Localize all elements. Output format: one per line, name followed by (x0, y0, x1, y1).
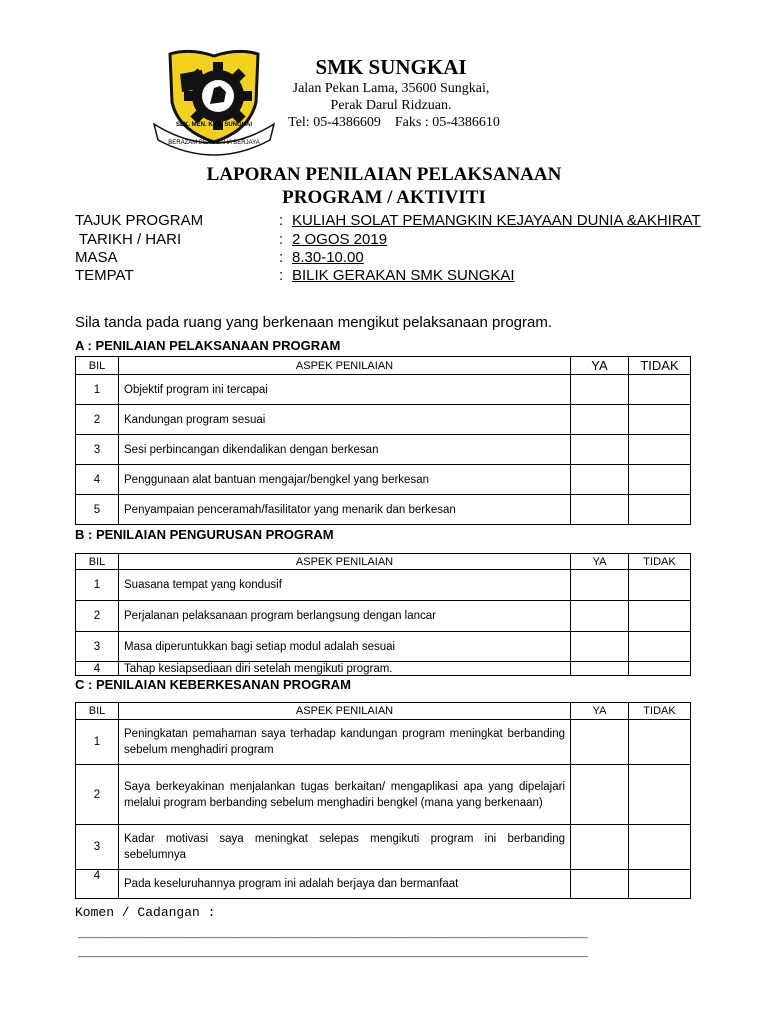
tidak-checkbox-cell[interactable] (629, 632, 691, 662)
tidak-checkbox-cell[interactable] (629, 405, 691, 435)
tidak-checkbox-cell[interactable] (629, 662, 691, 676)
tidak-checkbox-cell[interactable] (629, 870, 691, 899)
table-row (76, 825, 691, 870)
address-line2: Perak Darul Ridzuan. (330, 98, 452, 113)
tidak-checkbox-cell[interactable] (629, 825, 691, 870)
colon: : (279, 231, 284, 248)
report-title-line2: PROGRAM / AKTIVITI (282, 187, 486, 208)
ya-checkbox-cell[interactable] (571, 435, 629, 465)
row-number: 1 (76, 375, 119, 405)
header-ya: YA (571, 703, 629, 720)
header-bil: BIL (76, 554, 119, 570)
ya-checkbox-cell[interactable] (571, 570, 629, 601)
instruction-text: Sila tanda pada ruang yang berkenaan mengikut pelaksanaan program. (75, 314, 552, 331)
section-b-table (75, 553, 691, 676)
ya-checkbox-cell[interactable] (571, 465, 629, 495)
school-name: SMK SUNGKAI (315, 55, 467, 79)
ya-checkbox-cell[interactable] (571, 405, 629, 435)
logo-school-text: SEK. MEN. KEB. SUNGKAI (175, 122, 253, 128)
section-a-title: A : PENILAIAN PELAKSANAAN PROGRAM (75, 338, 341, 353)
comment-line-2[interactable]: ____________________________________________________________________________ (78, 946, 588, 960)
colon: : (279, 267, 284, 284)
table-row (76, 870, 691, 899)
table-row (76, 375, 691, 405)
header-tidak: TIDAK (629, 554, 691, 570)
tidak-checkbox-cell[interactable] (629, 601, 691, 632)
ya-checkbox-cell[interactable] (571, 870, 629, 899)
report-title-line1: LAPORAN PENILAIAN PELAKSANAAN (206, 164, 562, 185)
address-line1: Jalan Pekan Lama, 35600 Sungkai, (292, 81, 490, 96)
tidak-checkbox-cell[interactable] (629, 375, 691, 405)
row-aspect: Saya berkeyakinan menjalankan tugas berkaitan/ mengaplikasi apa yang dipelajari melalui program berbanding sebelum menghadiri bengkel (mana yang berkenaan) (119, 765, 571, 825)
row-aspect: Kandungan program sesuai (119, 405, 571, 435)
header-tidak: TIDAK (629, 357, 691, 375)
table-row (76, 601, 691, 632)
row-aspect: Kadar motivasi saya meningkat selepas mengikuti program ini berbanding sebelumnya (119, 825, 571, 870)
table-header-row (76, 703, 691, 720)
date-label: TARIKH / HARI (75, 231, 182, 248)
row-aspect: Penyampaian penceramah/fasilitator yang menarik dan berkesan (119, 495, 571, 525)
colon: : (279, 249, 284, 266)
time-label: MASA (75, 249, 118, 266)
row-number: 4 (76, 465, 119, 495)
ya-checkbox-cell[interactable] (571, 765, 629, 825)
table-row (76, 405, 691, 435)
logo-motto: BERAZAM BERUSAHA BERJAYA (168, 140, 260, 146)
date-value: 2 OGOS 2019 (292, 231, 388, 248)
header-ya: YA (571, 357, 629, 375)
table-row (76, 632, 691, 662)
ya-checkbox-cell[interactable] (571, 601, 629, 632)
section-c-table (75, 702, 691, 899)
row-number: 2 (76, 405, 119, 435)
row-number: 2 (76, 765, 119, 825)
row-number: 4 (76, 870, 119, 899)
tidak-checkbox-cell[interactable] (629, 495, 691, 525)
row-number: 3 (76, 825, 119, 870)
row-aspect: Sesi perbincangan dikendalikan dengan berkesan (119, 435, 571, 465)
row-number: 4 (76, 662, 119, 676)
tidak-checkbox-cell[interactable] (629, 765, 691, 825)
row-number: 5 (76, 495, 119, 525)
row-aspect: Suasana tempat yang kondusif (119, 570, 571, 601)
row-number: 3 (76, 632, 119, 662)
table-row (76, 570, 691, 601)
ya-checkbox-cell[interactable] (571, 632, 629, 662)
program-title-label: TAJUK PROGRAM (75, 212, 204, 229)
venue-value: BILIK GERAKAN SMK SUNGKAI (292, 267, 515, 284)
row-number: 1 (76, 570, 119, 601)
ya-checkbox-cell[interactable] (571, 495, 629, 525)
ya-checkbox-cell[interactable] (571, 662, 629, 676)
ya-checkbox-cell[interactable] (571, 720, 629, 765)
row-aspect: Masa diperuntukkan bagi setiap modul adalah sesuai (119, 632, 571, 662)
header-aspek: ASPEK PENILAIAN (119, 357, 571, 375)
header-bil: BIL (76, 703, 119, 720)
table-row (76, 465, 691, 495)
contact-info: Tel: 05-4386609 Faks : 05-4386610 (288, 115, 500, 130)
row-number: 1 (76, 720, 119, 765)
header-tidak: TIDAK (629, 703, 691, 720)
tidak-checkbox-cell[interactable] (629, 465, 691, 495)
section-c-title: C : PENILAIAN KEBERKESANAN PROGRAM (75, 677, 351, 692)
row-aspect: Objektif program ini tercapai (119, 375, 571, 405)
header-bil: BIL (76, 357, 119, 375)
row-aspect: Pada keseluruhannya program ini adalah berjaya dan bermanfaat (119, 870, 571, 899)
header-ya: YA (571, 554, 629, 570)
row-aspect: Penggunaan alat bantuan mengajar/bengkel yang berkesan (119, 465, 571, 495)
colon: : (279, 212, 284, 229)
comment-line-1[interactable]: ____________________________________________________________________________ (78, 927, 588, 941)
tidak-checkbox-cell[interactable] (629, 435, 691, 465)
section-a-table (75, 356, 691, 525)
ya-checkbox-cell[interactable] (571, 375, 629, 405)
program-title-value: KULIAH SOLAT PEMANGKIN KEJAYAAN DUNIA &AKHIRAT (292, 212, 701, 229)
row-number: 3 (76, 435, 119, 465)
comment-label: Komen / Cadangan : (75, 905, 216, 920)
table-row (76, 495, 691, 525)
time-value: 8.30-10.00 (292, 249, 364, 266)
table-header-row (76, 357, 691, 375)
row-aspect: Peningkatan pemahaman saya terhadap kandungan program meningkat berbanding sebelum menghadiri program (119, 720, 571, 765)
header-aspek: ASPEK PENILAIAN (119, 703, 571, 720)
row-aspect: Tahap kesiapsediaan diri setelah mengikuti program. (119, 662, 571, 676)
table-row (76, 720, 691, 765)
table-row (76, 662, 691, 676)
table-row (76, 765, 691, 825)
tidak-checkbox-cell[interactable] (629, 720, 691, 765)
header-aspek: ASPEK PENILAIAN (119, 554, 571, 570)
table-row (76, 435, 691, 465)
venue-label: TEMPAT (75, 267, 134, 284)
ya-checkbox-cell[interactable] (571, 825, 629, 870)
row-aspect: Perjalanan pelaksanaan program berlangsung dengan lancar (119, 601, 571, 632)
school-crest-logo (150, 44, 278, 156)
row-number: 2 (76, 601, 119, 632)
tidak-checkbox-cell[interactable] (629, 570, 691, 601)
table-header-row (76, 554, 691, 570)
section-b-title: B : PENILAIAN PENGURUSAN PROGRAM (75, 527, 334, 542)
